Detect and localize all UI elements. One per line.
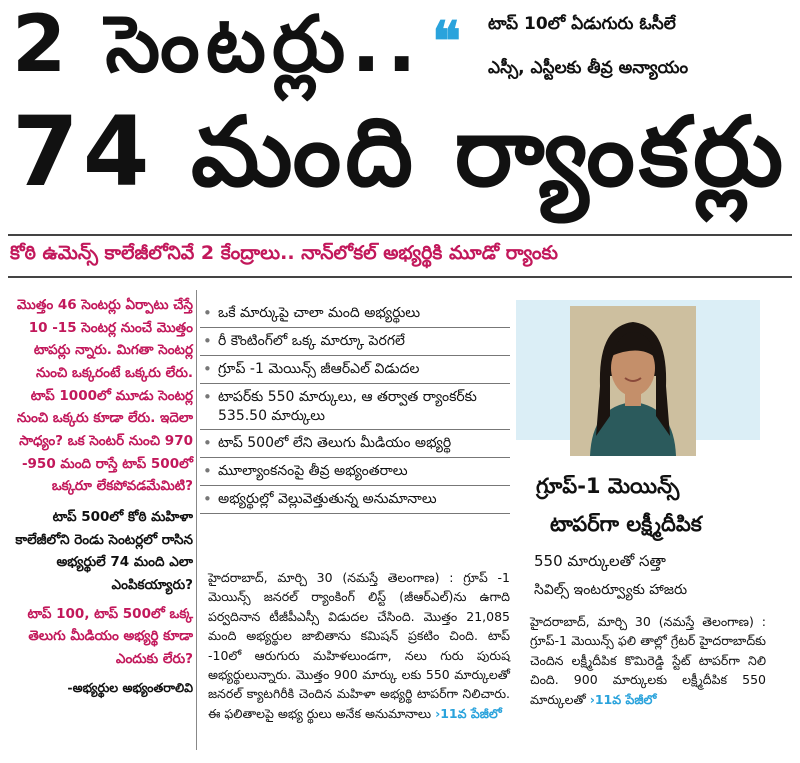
quote-icon: ❝ (432, 9, 462, 73)
highlights-list (200, 300, 510, 514)
list-item: • రీ కౌంటింగ్‌లో ఒక్క మార్కూ పెరగలే (200, 328, 510, 356)
article-body (208, 568, 510, 723)
list-item: • టాపర్‌కు 550 మార్కులు, ఆ తర్వాత ర్యాంకర్‌కు 535.50 మార్కులు (200, 384, 510, 431)
sidebox-title-1: గ్రూప్‌-1 మెయిన్స్‌ (536, 474, 680, 498)
subheadline: కోఠి ఉమెన్స్‌ కాలేజీలోనివే 2 కేంద్రాలు.. నాన్‌లోకల్‌ అభ్యర్థికి మూడో ర్యాంకు (10, 242, 558, 264)
objections-sidebar (8, 294, 193, 698)
headline-line2: 74 మంది ర్యాంకర్లు (12, 96, 788, 208)
sidebox-subtitle-2: సివిల్స్‌ ఇంటర్వ్యూకు హాజరు (534, 582, 688, 598)
topper-photo (570, 306, 696, 456)
divider (8, 234, 792, 236)
continued-link[interactable]: ›11వ పేజీలో (435, 705, 502, 721)
sidebox-title-2: టాపర్‌గా లక్ష్మీదీపిక (550, 512, 702, 536)
quote-line2: ఎస్సీ, ఎస్టీలకు తీవ్ర అన్యాయం (488, 58, 689, 78)
sidebox-body (530, 612, 766, 709)
article-text: హైదరాబాద్‌, మార్చి 30 (నమస్తే తెలంగాణ) : గ్రూప్‌ -1 మెయిన్స్‌ జనరల్‌ ర్యాంకింగ్‌ లిస్ట్‌ (జీఆర్‌ఎల్‌)ను ఉగాది పర్వదినాన టీజీపీఎస్సీ విడుదల చేసింది. మొత్తం 21,085 మంది అభ్యర్థుల జాబితాను కమిషన్‌ ప్రకటిం చింది. టాప్‌ -10లో ఆరుగురు మహిళలుండగా, నలు గురు పురుష అభ్యర్థులున్నారు. మొత్తం 900 మార్కు లకు 550 మార్కులతో జనరల్‌ క్యాటగిరీకి చెందిన మహిళా అభ్యర్థి టాపర్‌గా నిలిచారు. ఈ ఫలితాలపై అభ్య ర్థులు అనేక అనుమానాలు (208, 570, 510, 721)
list-item: • అభ్యర్థుల్లో వెల్లువెత్తుతున్న అనుమానాలు (200, 486, 510, 514)
list-item: • గ్రూప్‌ -1 మెయిన్స్‌ జీఆర్‌ఎల్‌ విడుదల (200, 356, 510, 384)
sidebar-para-1: మొత్తం 46 సెంటర్లు ఏర్పాటు చేస్తే 10 -15 సెంటర్ల నుంచే మొత్తం టాపర్లు న్నారు. మిగతా సెంటర్ల నుంచి ఒక్కరంటే ఒక్కరు లేరు. టాప్‌ 1000లో మూడు సెంటర్ల నుంచి ఒక్కరు కూడా లేరు. ఇదెలా సాధ్యం? ఒక సెంటర్‌ నుంచి 970 -950 మంది రాస్తే టాప్‌ 500లో ఒక్కరూ లేకపోవడమేమిటి? (16, 297, 193, 495)
list-item: • టాప్‌ 500లో లేని తెలుగు మీడియం అభ్యర్థి (200, 430, 510, 458)
headline-line1: 2 సెంటర్లు.. (12, 0, 423, 90)
continued-link[interactable]: ›11వ పేజీలో (589, 691, 657, 707)
divider (8, 276, 792, 278)
column-divider (196, 290, 197, 750)
sidebar-signature: -అభ్యర్థుల అభ్యంతరాలివి (67, 679, 193, 695)
quote-line1: టాప్‌ 10లో ఏడుగురు ఓసీలే (488, 14, 676, 34)
sidebar-para-3: టాప్‌ 100, టాప్‌ 500లో ఒక్క తెలుగు మీడియం అభ్యర్థి కూడా ఎందుకు లేరు? (27, 605, 193, 668)
sidebox-text: హైదరాబాద్‌, మార్చి 30 (నమస్తే తెలంగాణ) : గ్రూప్‌-1 మెయిన్స్‌ ఫలి తాల్లో గ్రేటర్‌ హైదరాబాద్‌కు చెందిన లక్ష్మీదీపిక కొమిరెడ్డి స్టేట్‌ టాపర్‌గా నిలి చింది. 900 మార్కులకు లక్ష్మీదీపిక 550 మార్కులతో (530, 614, 766, 707)
sidebox-subtitle-1: 550 మార్కులతో సత్తా (534, 552, 666, 570)
sidebar-para-2: టాప్‌ 500లో కోఠి మహిళా కాలేజీలోని రెండు సెంటర్లలో రాసిన అభ్యర్థులే 74 మంది ఎలా ఎంపికయ్యారు? (15, 509, 193, 594)
list-item: • మూల్యాంకనంపై తీవ్ర అభ్యంతరాలు (200, 458, 510, 486)
list-item: • ఒకే మార్కుపై చాలా మంది అభ్యర్థులు (200, 300, 510, 328)
